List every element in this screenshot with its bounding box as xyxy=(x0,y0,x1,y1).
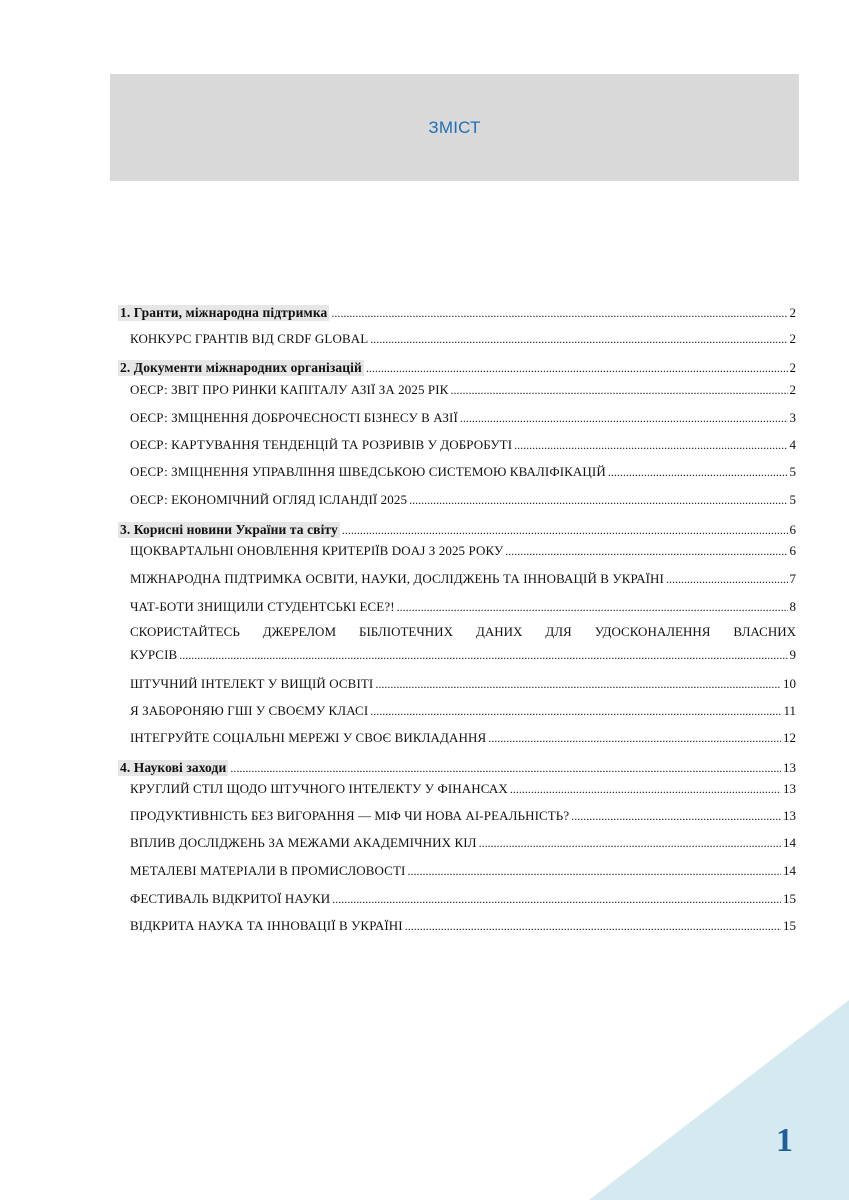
toc-section-label: 4. Наукові заходи xyxy=(120,760,227,775)
header-band xyxy=(110,74,799,181)
toc-item[interactable] xyxy=(130,918,796,934)
toc-item[interactable] xyxy=(130,891,796,907)
toc-page-number: 6 xyxy=(789,543,796,558)
toc-leader xyxy=(342,522,788,538)
toc-leader xyxy=(505,543,787,559)
toc-item[interactable] xyxy=(130,382,796,398)
toc-item-label: ШТУЧНИЙ ІНТЕЛЕКТ У ВИЩІЙ ОСВІТІ xyxy=(130,676,374,691)
toc-item[interactable] xyxy=(130,703,796,719)
toc-section-documents[interactable] xyxy=(118,360,796,376)
toc-section-label: 3. Корисні новини України та світу xyxy=(120,522,338,537)
toc-item-label: ОЕСР: КАРТУВАННЯ ТЕНДЕНЦІЙ ТА РОЗРИВІВ У ДОБРОБУТІ xyxy=(130,437,513,452)
toc-page-number: 5 xyxy=(789,464,796,479)
toc-leader xyxy=(366,360,788,376)
toc-page-number: 4 xyxy=(789,437,796,452)
toc-leader xyxy=(488,730,781,746)
toc-page-number: 14 xyxy=(783,835,796,850)
toc-item-label: ОЕСР: ЕКОНОМІЧНИЙ ОГЛЯД ІСЛАНДІЇ 2025 xyxy=(130,492,408,507)
page-number: 1 xyxy=(776,1122,793,1159)
toc-page-number: 11 xyxy=(783,703,796,718)
toc-item[interactable] xyxy=(130,808,796,824)
toc-item[interactable] xyxy=(130,410,796,426)
toc-leader xyxy=(405,918,781,934)
toc-item-label: ВІДКРИТА НАУКА ТА ІННОВАЦІЇ В УКРАЇНІ xyxy=(130,918,403,933)
toc-leader xyxy=(397,599,788,615)
toc-item[interactable] xyxy=(130,835,796,851)
toc-section-label: 2. Документи міжнародних організацій xyxy=(120,360,362,375)
toc-item[interactable] xyxy=(130,599,796,615)
toc-page-number: 13 xyxy=(783,760,796,775)
toc-leader xyxy=(666,571,788,587)
toc-item[interactable] xyxy=(130,492,796,508)
toc-page-number: 12 xyxy=(783,730,796,745)
toc-page-number: 13 xyxy=(783,808,796,823)
toc-page-number: 2 xyxy=(789,360,796,375)
toc-item-label: Я ЗАБОРОНЯЮ ГШІ У СВОЄМУ КЛАСІ xyxy=(130,703,369,718)
toc-section-events[interactable] xyxy=(118,760,796,776)
toc-item-multiline[interactable] xyxy=(130,623,796,664)
toc-item-label: КРУГЛИЙ СТІЛ ЩОДО ШТУЧНОГО ІНТЕЛЕКТУ У ФІНАНСАХ xyxy=(130,781,508,796)
toc-item[interactable] xyxy=(130,571,796,587)
toc-page-number: 13 xyxy=(783,781,796,796)
toc-item-label: ОЕСР: ЗМІЦНЕННЯ ДОБРОЧЕСНОСТІ БІЗНЕСУ В АЗІЇ xyxy=(130,410,458,425)
toc-leader xyxy=(479,835,781,851)
toc-item-label: ЩОКВАРТАЛЬНІ ОНОВЛЕННЯ КРИТЕРІЇВ DOAJ З 2025 РОКУ xyxy=(130,543,504,558)
toc-page-number: 15 xyxy=(783,918,796,933)
toc-item-label: ІНТЕГРУЙТЕ СОЦІАЛЬНІ МЕРЕЖІ У СВОЄ ВИКЛАДАННЯ xyxy=(130,730,487,745)
toc-page-number: 8 xyxy=(789,599,796,614)
toc-leader xyxy=(370,703,781,719)
toc-leader xyxy=(409,492,787,508)
toc-leader xyxy=(230,760,781,776)
toc-item-label: МІЖНАРОДНА ПІДТРИМКА ОСВІТИ, НАУКИ, ДОСЛІДЖЕНЬ ТА ІННОВАЦІЙ В УКРАЇНІ xyxy=(130,571,664,586)
toc-leader xyxy=(514,437,787,453)
corner-decoration xyxy=(549,1000,849,1200)
toc-item-label: ВПЛИВ ДОСЛІДЖЕНЬ ЗА МЕЖАМИ АКАДЕМІЧНИХ КІЛ xyxy=(130,835,477,850)
toc-item-label: ЧАТ-БОТИ ЗНИЩИЛИ СТУДЕНТСЬКІ ЕСЕ?! xyxy=(130,599,395,614)
toc-page-number: 10 xyxy=(783,676,796,691)
toc-page-number: 5 xyxy=(789,492,796,507)
toc-leader xyxy=(571,808,781,824)
toc-page-number: 15 xyxy=(783,891,796,906)
toc-leader xyxy=(179,646,787,664)
toc-item-label: ФЕСТИВАЛЬ ВІДКРИТОЇ НАУКИ xyxy=(130,891,331,906)
toc-item[interactable] xyxy=(130,863,796,879)
toc-leader xyxy=(608,464,788,480)
toc-leader xyxy=(407,863,781,879)
toc-item[interactable] xyxy=(130,543,796,559)
toc-leader xyxy=(510,781,781,797)
toc-item[interactable] xyxy=(130,781,796,797)
toc-item-label: ПРОДУКТИВНІСТЬ БЕЗ ВИГОРАННЯ — МІФ ЧИ НОВА AI-РЕАЛЬНІСТЬ? xyxy=(130,808,570,823)
toc-section-label: 1. Гранти, міжнародна підтримка xyxy=(120,305,328,320)
toc-page-number: 2 xyxy=(789,305,796,320)
toc-page-number: 6 xyxy=(789,522,796,537)
toc-page-number: 2 xyxy=(789,382,796,397)
toc-page-number: 9 xyxy=(789,647,796,662)
toc-leader xyxy=(370,331,787,347)
toc-item-label: МЕТАЛЕВІ МАТЕРІАЛИ В ПРОМИСЛОВОСТІ xyxy=(130,863,406,878)
toc-page-number: 2 xyxy=(789,331,796,346)
toc-item-label: ОЕСР: ЗМІЦНЕННЯ УПРАВЛІННЯ ШВЕДСЬКОЮ СИСТЕМОЮ КВАЛІФІКАЦІЙ xyxy=(130,464,606,479)
toc-leader xyxy=(375,676,781,692)
toc-item[interactable] xyxy=(130,437,796,453)
toc-item[interactable] xyxy=(130,730,796,746)
toc-page-number: 7 xyxy=(789,571,796,586)
corner-triangle xyxy=(589,1000,849,1200)
toc-item[interactable] xyxy=(130,331,796,347)
toc-section-grants[interactable] xyxy=(118,305,796,321)
toc-item-label: КОНКУРС ГРАНТІВ ВІД CRDF GLOBAL xyxy=(130,331,369,346)
toc-leader xyxy=(450,382,787,398)
toc-item-label: ОЕСР: ЗВІТ ПРО РИНКИ КАПІТАЛУ АЗІЇ ЗА 2025 РІК xyxy=(130,382,449,397)
page-title: ЗМІСТ xyxy=(428,118,481,137)
toc-page-number: 14 xyxy=(783,863,796,878)
toc-item[interactable] xyxy=(130,464,796,480)
toc-leader xyxy=(460,410,788,426)
toc-leader xyxy=(331,305,787,321)
toc-item[interactable] xyxy=(130,676,796,692)
toc-leader xyxy=(332,891,781,907)
toc-item-label: СКОРИСТАЙТЕСЬ ДЖЕРЕЛОМ БІБЛІОТЕЧНИХ ДАНИХ ДЛЯ УДОСКОНАЛЕННЯ ВЛАСНИХ xyxy=(130,624,796,639)
toc-section-news[interactable] xyxy=(118,522,796,538)
toc-page-number: 3 xyxy=(789,410,796,425)
toc-item-label-continuation: КУРСІВ xyxy=(130,647,178,662)
